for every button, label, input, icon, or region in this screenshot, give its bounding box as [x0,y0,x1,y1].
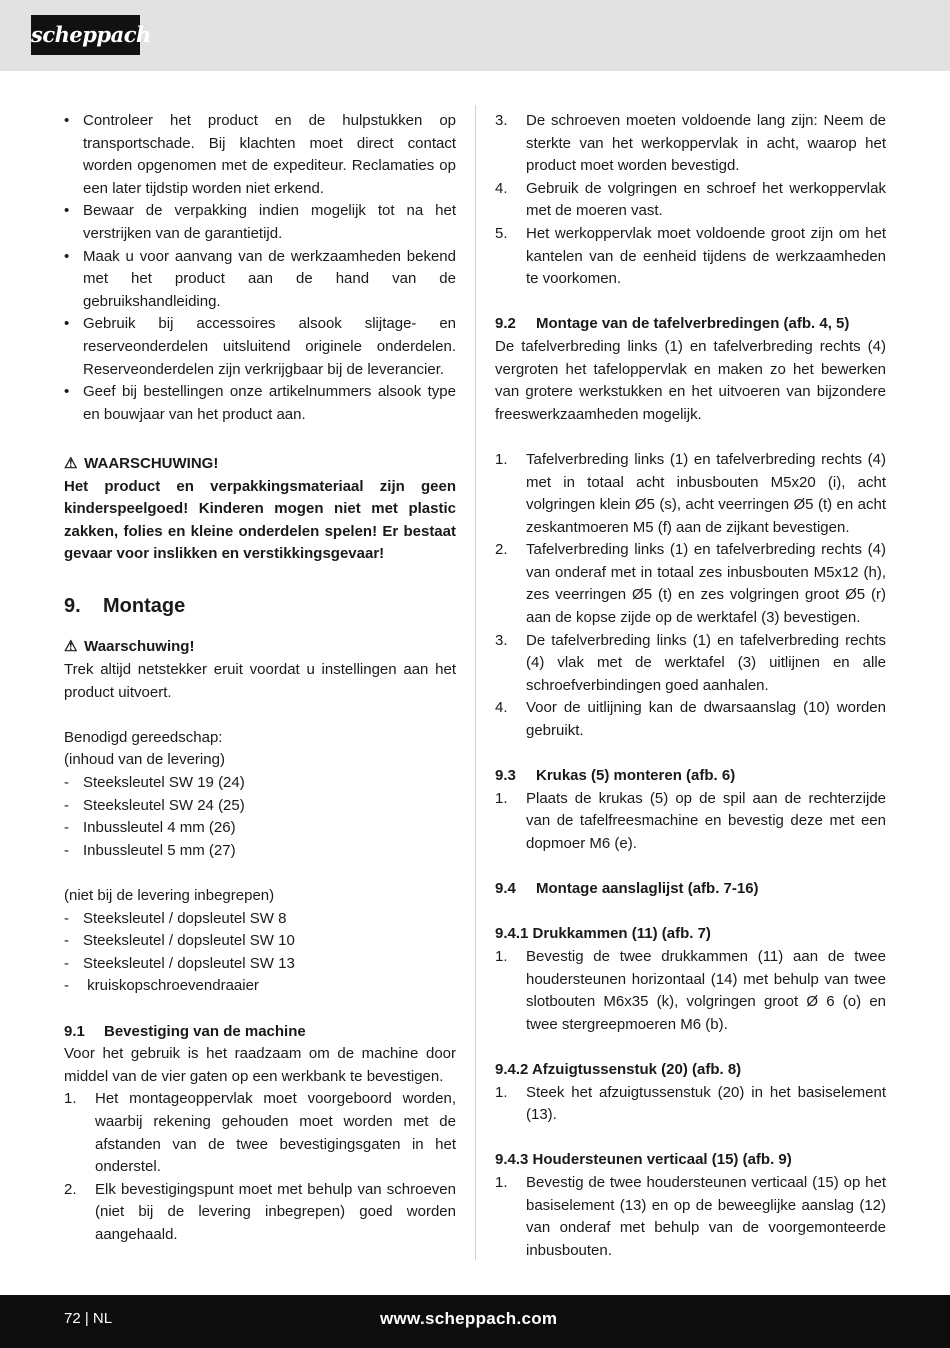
page-header [0,0,950,71]
numbered-item: 1. Bevestig de twee houdersteunen verticaal (15) op het basiselement (13) en op de beweeglijke aanslag (12) van onderaf met behulp van de voorgemonteerde inbusbouten. [495,1173,886,1259]
numbered-item: 1. Steek het afzuigtussenstuk (20) in het basiselement (13). [495,1083,886,1124]
subsection-heading: 9.4.3 Houdersteunen verticaal (15) (afb. 9) [495,1151,792,1169]
paragraph: Voor het gebruik is het raadzaam om de machine door middel van de vier gaten op een werkbank te bevestigen. [64,1045,456,1085]
tool-item: - kruiskopschroevendraaier [64,977,259,995]
numbered-item: 3. De tafelverbreding links (1) en tafelverbreding rechts (4) vlak met de werktafel (3) uitlijnen en alle schroefverbindingen goed aanhalen. [495,631,886,694]
numbered-item: 1. Het montageoppervlak moet voorgeboord worden, waarbij rekening gehouden moet worden met de afstanden van de twee bevestigingsgaten in het onderstel. [64,1090,456,1176]
subsection-heading: 9.3 Krukas (5) monteren (afb. 6) [495,767,736,785]
right-column [495,110,886,1262]
numbered-item: 3. De schroeven moeten voldoende lang zijn: Neem de sterkte van het werkoppervlak in acht, waarop het product moet worden bevestigd. [495,112,886,175]
tool-item: - Inbussleutel 5 mm (27) [64,841,236,859]
numbered-item: 1. Tafelverbreding links (1) en tafelverbreding rechts (4) met in totaal acht inbusbouten M5x20 (i), acht volgringen klein Ø5 (s), acht veerringen Ø5 (t) en acht zeskantmoeren M5 (f) aan de zijkant bevestigen. [495,450,886,536]
numbered-item: 4. Voor de uitlijning kan de dwarsaanslag (10) worden gebruikt. [495,699,886,740]
tools-heading: Benodigd gereedschap: [64,728,223,746]
website-url: www.scheppach.com [380,1309,558,1328]
tool-item: - Steeksleutel SW 19 (24) [64,774,245,792]
tool-item: - Steeksleutel / dopsleutel SW 13 [64,954,295,972]
tool-item: - Inbussleutel 4 mm (26) [64,819,236,837]
numbered-item: 1. Bevestig de twee drukkammen (11) aan de twee houdersteunen horizontaal (14) met behulp van twee slotbouten M6x35 (k), volgringen groot Ø 6 (o) en twee stergreepmoeren M6 (b). [495,947,886,1033]
list-item: • Gebruik bij accessoires alsook slijtage- en reserveonderdelen uitsluitend originele onderdelen. Reserveonderdelen zijn verkrijgbaar bij de leverancier. [64,315,456,378]
warning-triangle-icon: ⚠ [64,638,78,656]
numbered-item: 2. Tafelverbreding links (1) en tafelverbreding rechts (4) van onderaf met in totaal zes inbusbouten M5x12 (h), zes veerringen Ø5 (t) en zes volgringen groot Ø5 (r) aan de kopse zijde op de werktafel (3) bevestigen. [495,541,886,627]
tool-item: - Steeksleutel / dopsleutel SW 8 [64,909,287,927]
subsection-heading: 9.1 Bevestiging van de machine [64,1022,306,1040]
page-footer [0,1295,950,1348]
brand-logo: scheppach [31,15,140,55]
numbered-item: 2. Elk bevestigingspunt moet met behulp van schroeven (niet bij de levering inbegrepen) goed worden aangehaald. [64,1180,456,1243]
page-number: 72 | NL [64,1310,113,1327]
column-divider [475,105,476,1260]
tool-item: - Steeksleutel / dopsleutel SW 10 [64,932,295,950]
left-column [64,110,456,1247]
warning-heading: ⚠ WAARSCHUWING! [64,453,456,476]
numbered-item: 4. Gebruik de volgringen en schroef het werkoppervlak met de moeren vast. [495,179,886,220]
section-heading: 9. Montage [64,595,186,618]
list-item: • Maak u voor aanvang van de werkzaamheden bekend met het product aan de hand van de gebruikshandleiding. [64,247,456,310]
list-item: • Controleer het product en de hulpstukken op transportschade. Bij klachten moet direct contact worden opgenomen met de expediteur. Reclamaties op een later tijdstip worden niet erkend. [64,112,456,197]
tools-excluded-label: (niet bij de levering inbegrepen) [64,887,275,904]
warning-text: Trek altijd netstekker eruit voordat u instellingen aan het product uitvoert. [64,661,456,701]
numbered-item: 5. Het werkoppervlak moet voldoende groot zijn om het kantelen van de eenheid tijdens de werkzaamheden te voorkomen. [495,224,886,288]
warning-heading: ⚠ Waarschuwing! [64,636,456,659]
subsection-heading: 9.4.2 Afzuigtussenstuk (20) (afb. 8) [495,1060,742,1078]
list-item: • Geef bij bestellingen onze artikelnummers alsook type en bouwjaar van het product aan. [64,383,456,423]
paragraph: De tafelverbreding links (1) en tafelverbreding rechts (4) vergroten het tafeloppervlak en maken zo het bewerken van grotere werkstukken en het uitvoeren van bijzondere freeswerkzaamheden mogelijk. [495,337,886,423]
subsection-heading: 9.2 Montage van de tafelverbredingen (afb. 4, 5) [495,315,850,333]
numbered-item: 1. Plaats de krukas (5) op de spil aan de rechterzijde van de tafelfreesmachine en bevestig deze met een dopmoer M6 (e). [495,789,886,852]
warning-text: Het product en verpakkingsmateriaal zijn geen kinderspeelgoed! Kinderen mogen niet met plastic zakken, folies en kleine onderdelen spelen! Er bestaat gevaar voor inslikken en verstikkingsgevaar! [64,477,456,563]
subsection-heading: 9.4.1 Drukkammen (11) (afb. 7) [495,925,711,943]
list-item: • Bewaar de verpakking indien mogelijk tot na het verstrijken van de garantietijd. [64,202,456,242]
tools-included-label: (inhoud van de levering) [64,751,225,769]
warning-triangle-icon: ⚠ [64,454,78,472]
subsection-heading: 9.4 Montage aanslaglijst (afb. 7-16) [495,880,759,898]
tool-item: - Steeksleutel SW 24 (25) [64,796,245,814]
